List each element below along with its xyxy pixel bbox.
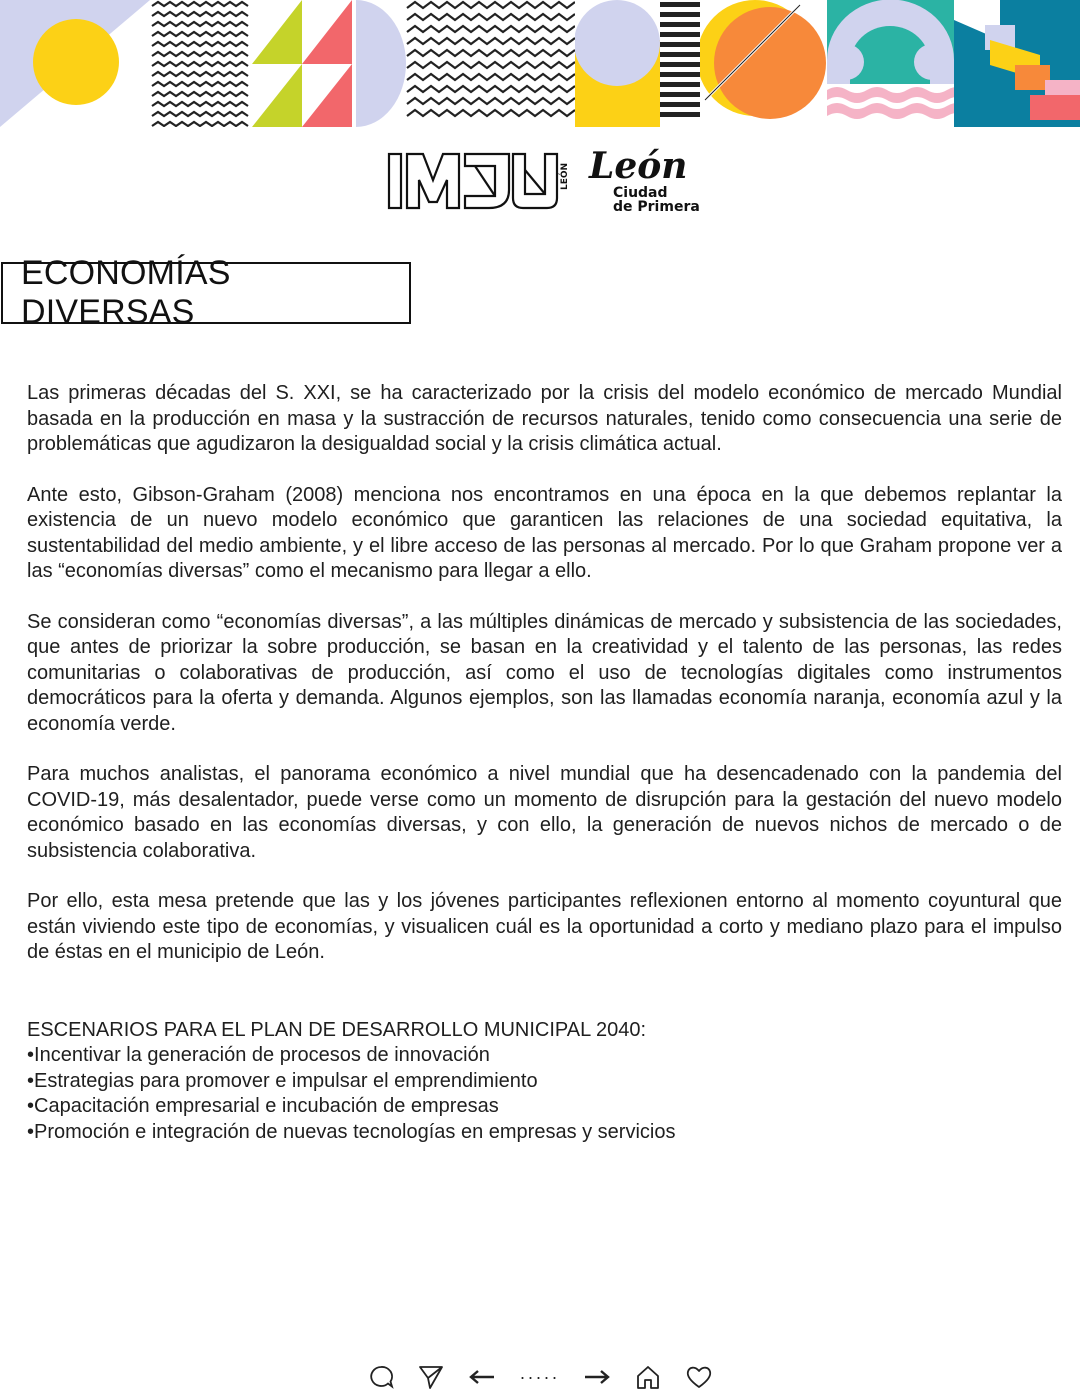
- send-icon[interactable]: [417, 1364, 445, 1390]
- banner-tile-stripes: [660, 0, 700, 127]
- leon-logo-script: León: [589, 145, 688, 187]
- banner-tile-zigzag: [152, 2, 248, 126]
- banner-tile-coral: [302, 0, 406, 127]
- dots-icon: [519, 1367, 559, 1388]
- logos: [385, 140, 705, 220]
- decorative-banner: [0, 0, 1080, 127]
- leon-logo-line2: de Primera: [613, 199, 700, 215]
- list-item: • Estrategias para promover e impulsar el emprendimiento: [27, 1069, 1062, 1095]
- banner-tile-lime: [252, 0, 302, 127]
- home-icon[interactable]: [634, 1364, 662, 1390]
- paragraph-1: Las primeras décadas del S. XXI, se ha caracterizado por la crisis del modelo económico de mercado Mundial basada en la producción en masa y la sustracción de recursos naturales, tenido como consecuencia una serie de problemáticas que agudizaron la desigualdad social y la crisis climática actual.: [27, 382, 1062, 455]
- banner-tile-circle: [0, 0, 150, 127]
- comment-icon[interactable]: [368, 1364, 394, 1390]
- imju-logo: [389, 154, 557, 208]
- arrow-right-icon[interactable]: [583, 1369, 611, 1385]
- page-title: ECONOMÍAS DIVERSAS: [21, 254, 231, 331]
- paragraph-3: Se consideran como “economías diversas”, a las múltiples dinámicas de mercado y subsistencia de las sociedades, que antes de priorizar la sobre producción, se basan en la creatividad y el talento de las personas, las redes comunitarias o colaborativas de producción, así como el uso de tecnologías digitales como instrumentos democráticos para la oferta y demanda. Algunos ejemplos, son las llamadas economía naranja, economía azul y la economía verde.: [27, 610, 1062, 735]
- banner-tile-orange: [697, 0, 827, 127]
- title-box: [1, 254, 411, 331]
- list-item: • Capacitación empresarial e incubación de empresas: [27, 1094, 1062, 1120]
- paragraph-5: Por ello, esta mesa pretende que las y los jóvenes participantes reflexionen entorno al momento coyuntural que están viviendo este tipo de economías, y visualicen cuál es la oportunidad a corto y mediano plazo para el impulso de éstas en el municipio de León.: [27, 890, 1062, 963]
- scenarios-list: [27, 1043, 1062, 1145]
- banner-tile-yellow-arc: [574, 0, 660, 127]
- imju-logo-sub: LEÓN: [560, 162, 570, 190]
- leon-logo-line1: Ciudad: [613, 185, 668, 201]
- bottom-nav: [368, 1360, 713, 1394]
- paragraph-4: Para muchos analistas, el panorama económico a nivel mundial que ha desencadenado con la pandemia del COVID-19, más desalentador, puede verse como un momento de disrupción para la gestación del nuevo modelo económico basado en las economías diversas, y con ello, la generación de nuevos nichos de mercado o de subsistencia colaborativa.: [27, 763, 1062, 862]
- paragraph-2: Ante esto, Gibson-Graham (2008) menciona nos encontramos en una época en la que debemos replantar la existencia de un nuevo modelo económico que garanticen las relaciones de una sociedad equitativa, la sustentabilidad del medio ambiente, y el libre acceso de las personas al mercado. Por lo que Graham propone ver a las “economías diversas” como el mecanismo para llegar a ello.: [27, 483, 1062, 582]
- banner-tile-chevron: [407, 2, 575, 116]
- banner-tile-blocks: [954, 0, 1080, 127]
- dots-label: ·····: [519, 1366, 560, 1387]
- arrow-left-icon[interactable]: [468, 1369, 496, 1385]
- heart-icon[interactable]: [685, 1364, 713, 1390]
- scenarios-title: ESCENARIOS PARA EL PLAN DE DESARROLLO MUNICIPAL 2040:: [27, 1018, 647, 1041]
- list-item: • Promoción e integración de nuevas tecnologías en empresas y servicios: [27, 1120, 1062, 1146]
- list-item: • Incentivar la generación de procesos de innovación: [27, 1043, 1062, 1069]
- scenarios-section: [27, 1018, 1062, 1146]
- banner-tile-arch: [827, 0, 967, 127]
- document-body: [27, 381, 1062, 1145]
